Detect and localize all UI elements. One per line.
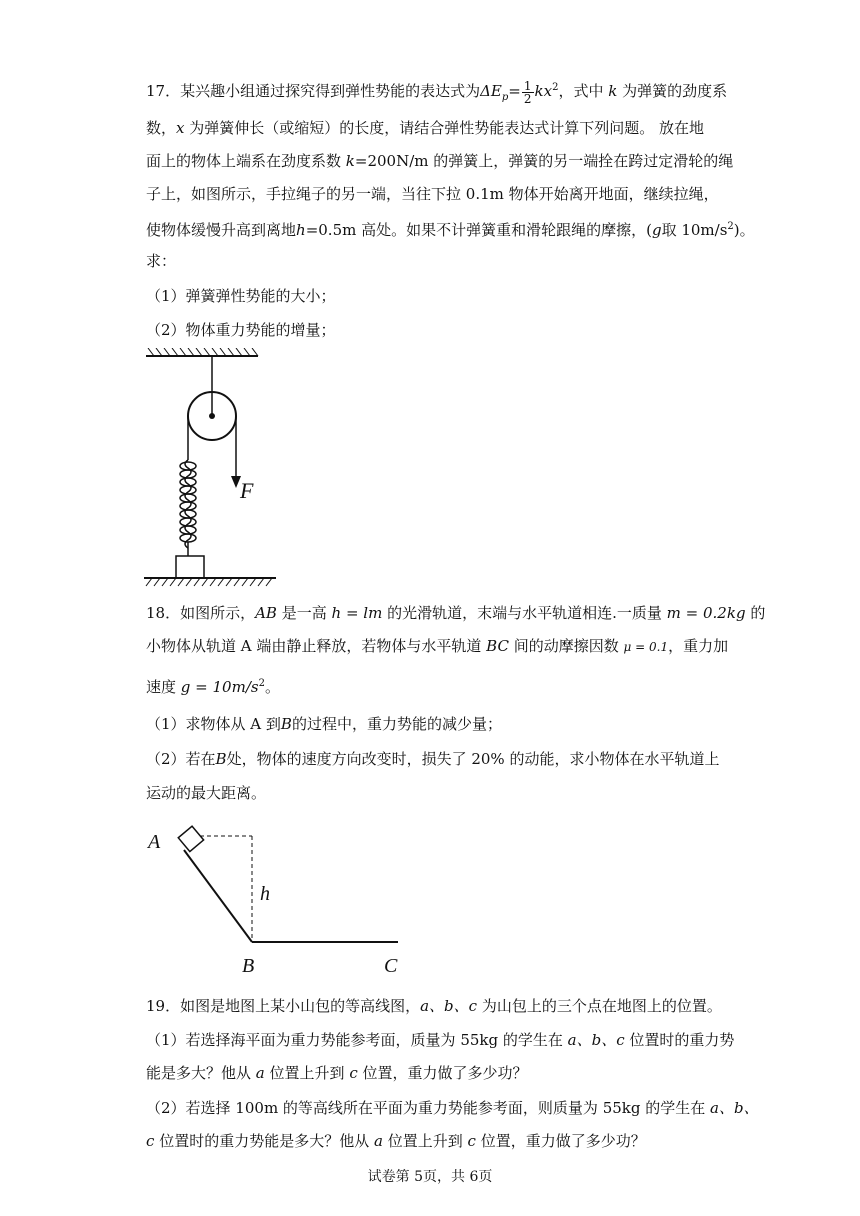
q17-text: =0.5m 高处。如果不计弹簧重和滑轮跟绳的摩擦，(: [305, 221, 652, 239]
q17-text: 为弹簧的劲度系: [622, 82, 728, 100]
eq-g: g = 10m/s: [180, 678, 259, 696]
q19-text: 为山包上的三个点在地图上的位置。: [481, 997, 722, 1015]
var-b: B: [280, 715, 292, 733]
q17-text: )。: [733, 221, 755, 239]
q18-sub1: [146, 714, 502, 734]
var-ab: a、b、: [710, 1099, 759, 1117]
formula-sub-p: p: [501, 92, 509, 103]
q18-sub2-cont: 运动的最大距离。: [146, 784, 267, 802]
q17-text: 面上的物体上端系在劲度系数: [146, 152, 342, 170]
q19-text: 位置，重力做了多少功？: [480, 1132, 646, 1150]
q18-sub2: [146, 749, 719, 769]
var-bc: BC: [486, 637, 509, 655]
var-abc: a、b、c: [420, 997, 478, 1015]
q18-text: 。: [264, 678, 280, 696]
point-c-label: C: [384, 955, 398, 977]
var-k: k: [345, 152, 355, 170]
q17-sub2: （2）物体重力势能的增量；: [146, 321, 336, 339]
frac-denominator: 2: [523, 91, 532, 106]
q17-sub1: （1）弹簧弹性势能的大小；: [146, 287, 336, 305]
q18-text: 处，物体的速度方向改变时，损失了 20% 的动能，求小物体在水平轨道上: [226, 750, 720, 768]
q17-text: 数，: [146, 119, 177, 137]
var-x: x: [176, 119, 185, 137]
force-label: F: [240, 478, 254, 503]
point-b-label: B: [242, 955, 255, 977]
q18-text: （1）求物体从 A 到: [146, 715, 281, 733]
q19-sub2: [146, 1098, 759, 1118]
formula-kx: kx: [534, 82, 553, 100]
var-g: g: [651, 221, 662, 239]
sup-2: 2: [727, 221, 734, 232]
q17-line3: [146, 151, 733, 171]
q18-text: 18．如图所示，: [146, 604, 256, 622]
q17-line6: 求：: [146, 252, 177, 270]
q18-text: 是一高: [281, 604, 327, 622]
eq-h: h = lm: [331, 604, 383, 622]
q19-sub1-cont: [146, 1063, 528, 1083]
var-a: a: [373, 1132, 383, 1150]
q19-sub2-cont: [146, 1131, 646, 1151]
q17-line5: [146, 217, 755, 240]
point-a-label: A: [148, 831, 161, 853]
q17-text: 使物体缓慢升高到离地: [146, 221, 297, 239]
q19-text: 位置上升到: [269, 1064, 345, 1082]
q18-text: 的光滑轨道，末端与水平轨道相连.一质量: [387, 604, 662, 622]
page-footer: 试卷第 5页，共 6页: [367, 1169, 493, 1185]
formula-fraction: [522, 80, 534, 105]
q19-text: 能是多大？他从: [146, 1064, 252, 1082]
formula-delta-e: ΔE: [480, 82, 502, 100]
var-c: c: [467, 1132, 476, 1150]
q17-figure: [140, 348, 290, 588]
q18-text: 小物体从轨道 A 端由静止释放，若物体与水平轨道: [146, 637, 482, 655]
var-c: c: [146, 1132, 155, 1150]
formula-eq: =: [508, 82, 521, 100]
q19-text: 位置时的重力势: [629, 1031, 735, 1049]
eq-m: m = 0.2kg: [666, 604, 746, 622]
q19-text: 位置，重力做了多少功？: [362, 1064, 528, 1082]
q18-text: 间的动摩擦因数: [513, 637, 619, 655]
eq-mu: μ = 0.1: [623, 640, 669, 654]
q17-line2: [146, 118, 704, 138]
q18-text: ，重力加: [668, 637, 729, 655]
sup-2: 2: [258, 678, 265, 689]
q19-text: 19．如图是地图上某小山包的等高线图，: [146, 997, 421, 1015]
frac-numerator: 1: [523, 78, 532, 93]
q18-line1: [146, 603, 765, 623]
q18-text: （2）若在: [146, 750, 216, 768]
q19-text: 位置时的重力势能是多大？他从: [159, 1132, 370, 1150]
q18-line3: [146, 674, 280, 697]
formula-sup-2: 2: [552, 82, 559, 93]
q17-text: =200N/m 的弹簧上，弹簧的另一端拴在跨过定滑轮的绳: [354, 152, 734, 170]
var-a: a: [255, 1064, 265, 1082]
q18-text: 速度: [146, 678, 177, 696]
q18-text: 的过程中，重力势能的减少量；: [291, 715, 502, 733]
var-ab: AB: [255, 604, 277, 622]
q19-text: 位置上升到: [387, 1132, 463, 1150]
q18-text: 的: [750, 604, 766, 622]
q17-text: 为弹簧伸长（或缩短）的长度，请结合弹性势能表达式计算下列问题。 放在地: [189, 119, 705, 137]
q17-line4: 子上，如图所示，手拉绳子的另一端，当往下拉 0.1m 物体开始离开地面，继续拉绳，: [146, 185, 719, 203]
q17-text: 17．某兴趣小组通过探究得到弹性势能的表达式为: [146, 82, 481, 100]
q18-figure: [140, 820, 420, 980]
var-k: k: [608, 82, 618, 100]
var-h: h: [296, 221, 306, 239]
height-label: h: [260, 883, 270, 905]
var-c: c: [349, 1064, 358, 1082]
q19-sub1: [146, 1030, 734, 1050]
q17-text: ，式中: [558, 82, 604, 100]
var-abc: a、b、c: [567, 1031, 625, 1049]
q19-line1: [146, 996, 722, 1016]
q17-text: 取 10m/s: [661, 221, 728, 239]
var-b: B: [215, 750, 227, 768]
q17-line1: [146, 78, 727, 108]
q19-text: （2）若选择 100m 的等高线所在平面为重力势能参考面，则质量为 55kg 的学生在: [146, 1099, 706, 1117]
q18-line2: [146, 636, 728, 657]
q19-text: （1）若选择海平面为重力势能参考面，质量为 55kg 的学生在: [146, 1031, 563, 1049]
